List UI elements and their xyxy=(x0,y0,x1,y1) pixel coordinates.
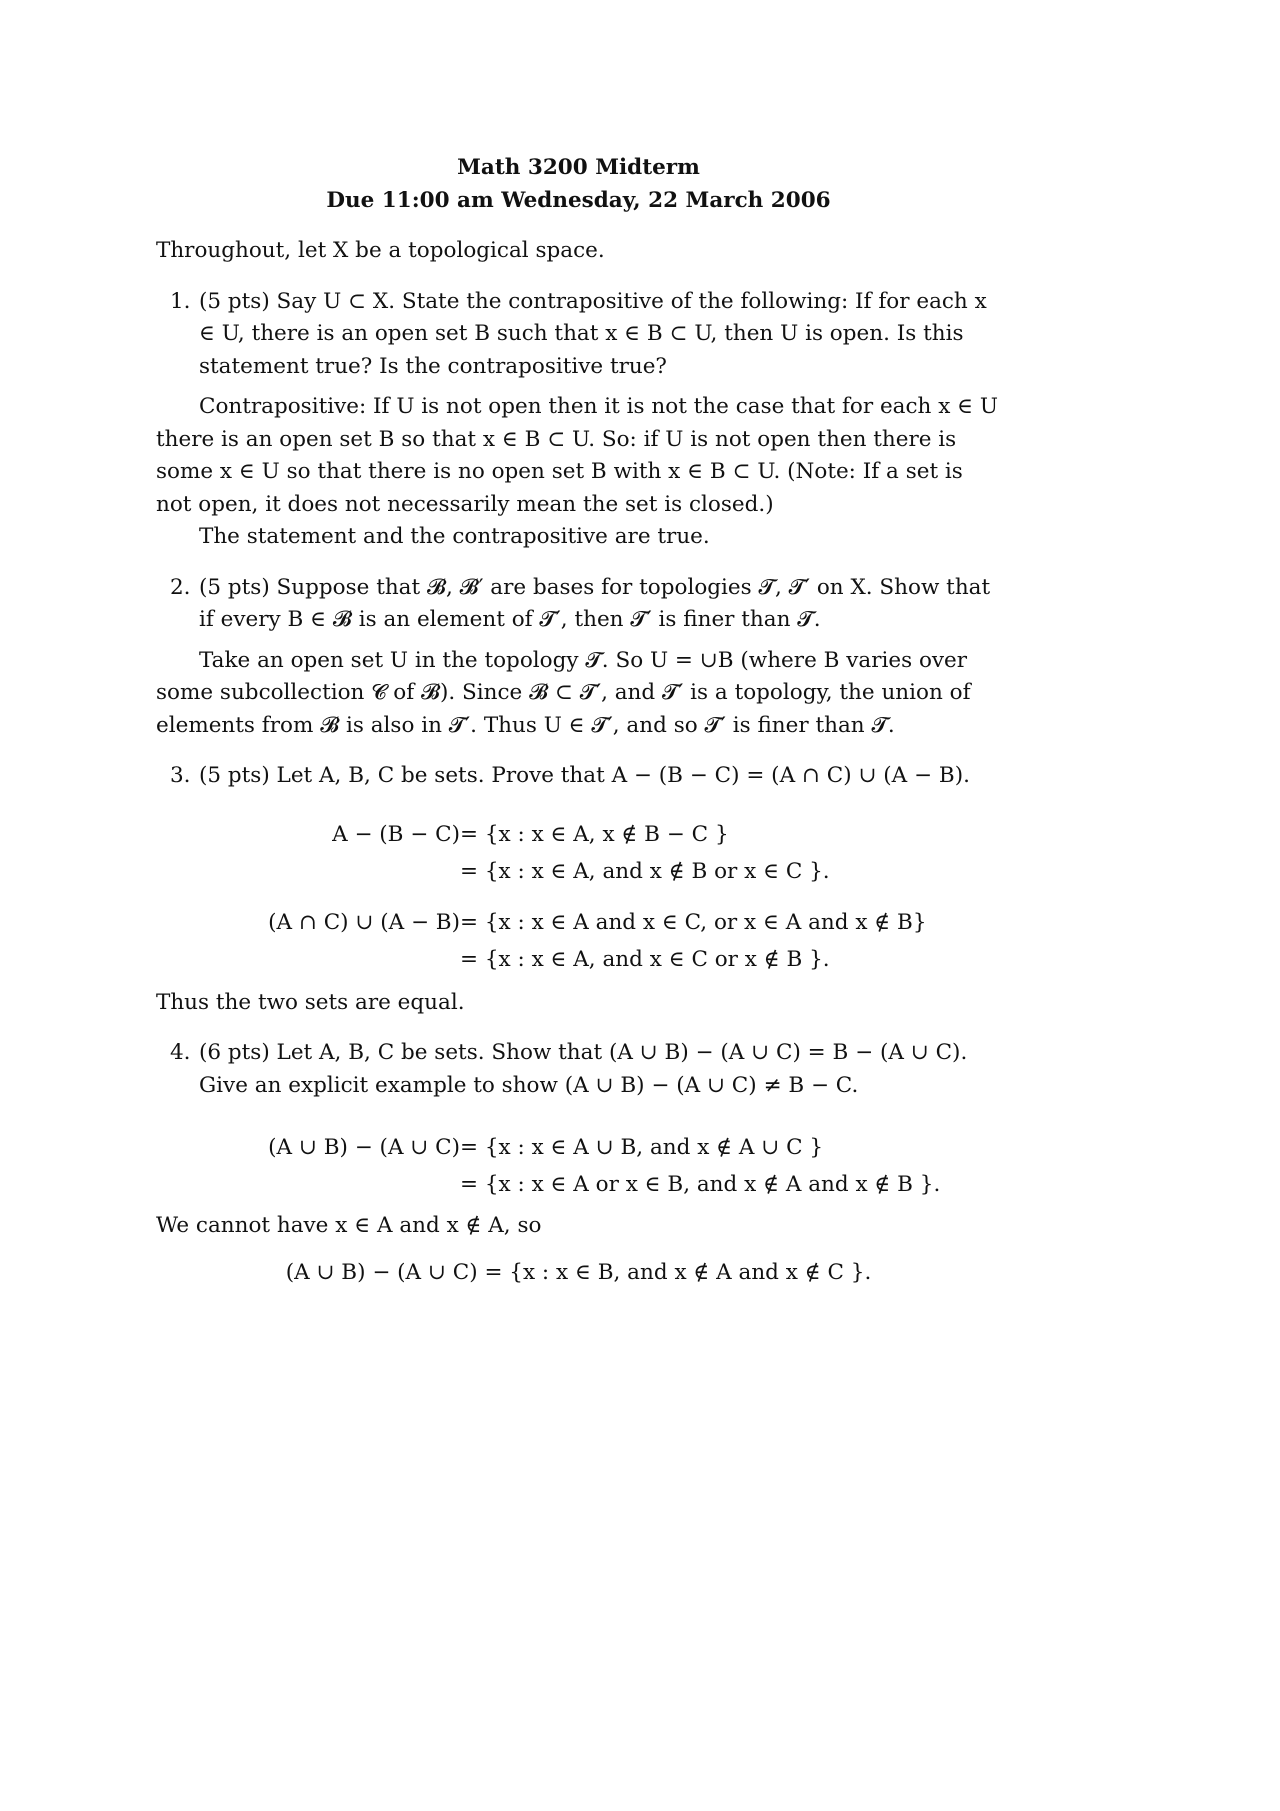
problem-1 xyxy=(156,286,1001,384)
due-date: Due 11:00 am Wednesday, 22 March 2006 xyxy=(326,187,831,213)
problem-3 xyxy=(156,760,1001,793)
equation-rhs: = {x : x ∈ A and x ∈ C, or x ∈ A and x ∉ B} xyxy=(460,909,927,935)
document-title: Math 3200 Midterm xyxy=(457,155,700,180)
problem-4-number: 4. xyxy=(170,1040,191,1065)
problem-3-conclusion: Thus the two sets are equal. xyxy=(156,989,465,1015)
document-page xyxy=(156,152,1001,1289)
problem-3-equation-2 xyxy=(156,907,1001,981)
problem-4-final-equation: (A ∪ B) − (A ∪ C) = {x : x ∈ B, and x ∉ A and x ∉ C }. xyxy=(285,1259,872,1285)
equation-rhs: = {x : x ∈ A, and x ∈ C or x ∉ B }. xyxy=(460,946,830,972)
equation-rhs: = {x : x ∈ A ∪ B, and x ∉ A ∪ C } xyxy=(460,1135,824,1160)
problem-2-solution: Take an open set U in the topology 𝓣. So U = ∪B (where B varies over some subcollection 𝓒 of 𝓑). Since 𝓑 ⊂ 𝓣′, and 𝓣′ is a topology, the union of elements from 𝓑 is also in 𝓣′. Thus U ∈ 𝓣′, and so 𝓣′ is finer than 𝓣. xyxy=(156,647,971,738)
problem-4-statement: (6 pts) Let A, B, C be sets. Show that (A ∪ B) − (A ∪ C) = B − (A ∪ C). Give an explicit example to show (A ∪ B) − (A ∪ C) ≠ B − C. xyxy=(199,1040,968,1098)
problem-1-statement: (5 pts) Say U ⊂ X. State the contrapositive of the following: If for each x ∈ U, there is an open set B such that x ∈ B ⊂ U, then U is open. Is this statement true? Is the contrapositive true? xyxy=(199,288,987,379)
problem-3-statement: (5 pts) Let A, B, C be sets. Prove that A − (B − C) = (A ∩ C) ∪ (A − B). xyxy=(199,763,970,788)
problem-2-statement: (5 pts) Suppose that 𝓑, 𝓑′ are bases for topologies 𝓣, 𝓣′ on X. Show that if every B ∈ 𝓑 is an element of 𝓣′, then 𝓣′ is finer than 𝓣. xyxy=(199,574,991,632)
intro-text: Throughout, let X be a topological space. xyxy=(156,238,605,263)
problem-1-number: 1. xyxy=(170,288,191,314)
problem-3-equation-1 xyxy=(156,819,1001,893)
problem-2 xyxy=(156,572,1001,637)
equation-rhs: = {x : x ∈ A, and x ∉ B or x ∈ C }. xyxy=(460,858,830,884)
problem-4 xyxy=(156,1037,1001,1102)
problem-4-note: We cannot have x ∈ A and x ∉ A, so xyxy=(156,1213,542,1238)
problem-1-conclusion: The statement and the contrapositive are true. xyxy=(199,524,710,549)
equation-rhs: = {x : x ∈ A or x ∈ B, and x ∉ A and x ∉ B }. xyxy=(460,1172,941,1197)
problem-4-equation-1 xyxy=(156,1132,1001,1206)
problem-1-solution: Contrapositive: If U is not open then it is not the case that for each x ∈ U there is an open set B so that x ∈ B ⊂ U. So: if U is not open then there is some x ∈ U so that there is no open set B with x ∈ B ⊂ U. (Note: If a set is not open, it does not necessarily mean the set is closed.) xyxy=(156,394,999,517)
problem-2-number: 2. xyxy=(170,574,191,600)
equation-lhs: A − (B − C) xyxy=(332,821,460,847)
problem-3-number: 3. xyxy=(170,763,191,788)
equation-lhs: (A ∩ C) ∪ (A − B) xyxy=(268,909,460,935)
equation-lhs: (A ∪ B) − (A ∪ C) xyxy=(268,1135,460,1160)
equation-rhs: = {x : x ∈ A, x ∉ B − C } xyxy=(460,821,729,847)
